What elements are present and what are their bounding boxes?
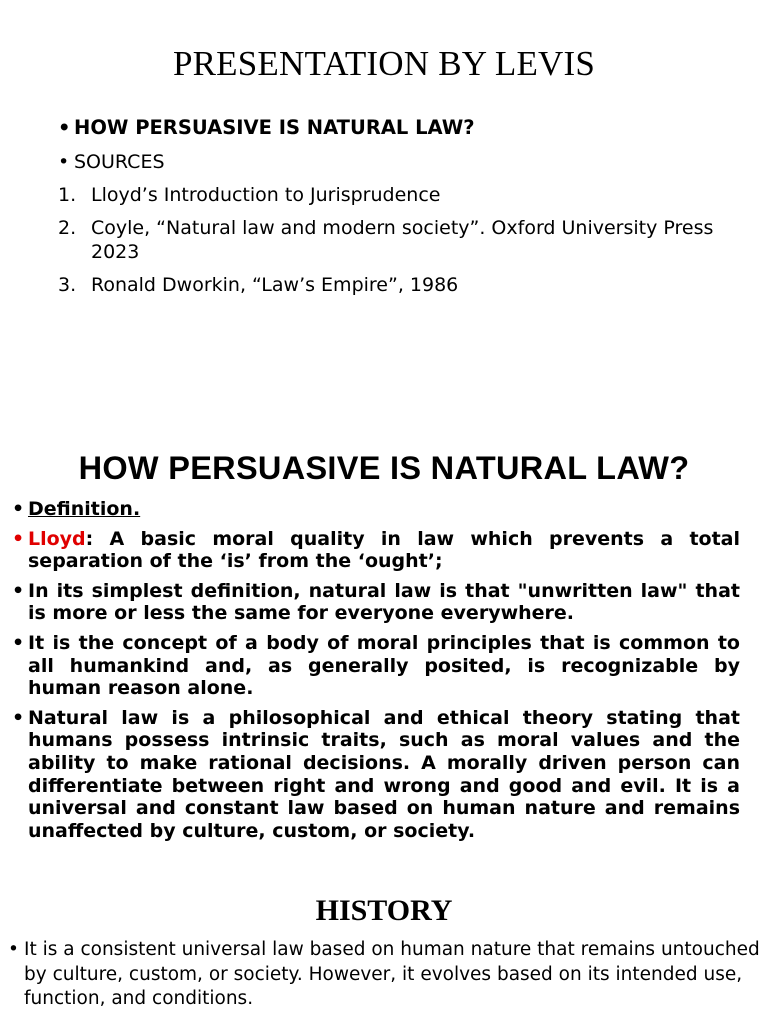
definition-item xyxy=(12,498,740,521)
slide-1-content xyxy=(58,116,718,306)
bullet-icon: • xyxy=(8,939,19,960)
sources-label-item xyxy=(58,150,718,174)
bullet-icon: • xyxy=(12,579,25,602)
source-text: Coyle, “Natural law and modern society”. Oxford University Press 2023 xyxy=(91,217,714,263)
slide-3-title: HISTORY xyxy=(315,894,453,927)
slide-2-content xyxy=(12,498,740,849)
point-text: It is a consistent universal law based on human nature that remains untouched by culture, custom, or society. However, it evolves based on its intended use, function, and conditions. xyxy=(24,939,760,1009)
source-number: 3. xyxy=(58,274,77,296)
point-text: It is the concept of a body of moral principles that is common to all humankind and, as generally posited, is recognizable by human reason alone. xyxy=(28,631,740,700)
slide-1-title: PRESENTATION BY LEVIS xyxy=(172,44,596,83)
point-item xyxy=(12,580,740,625)
source-text: Ronald Dworkin, “Law’s Empire”, 1986 xyxy=(91,274,459,296)
source-number: 1. xyxy=(58,184,77,206)
definition-label: Definition. xyxy=(28,498,141,520)
point-text: Natural law is a philosophical and ethical theory stating that humans possess intrinsic traits, such as moral values and the ability to make rational decisions. A morally driven person can differentiate between right and wrong and good and evil. It is a universal and constant law based on human nature and remains unaffected by culture, custom, or society. xyxy=(28,706,740,842)
slide-2 xyxy=(0,430,768,870)
bullet-icon: • xyxy=(12,498,25,520)
source-number: 2. xyxy=(58,217,77,239)
bullet-icon: • xyxy=(58,116,71,139)
slide-3-content xyxy=(8,938,764,1020)
lloyd-text: : A basic moral quality in law which prevents a total separation of the ‘is’ from the ‘ought’; xyxy=(28,527,740,573)
bullet-icon: • xyxy=(58,151,70,173)
lloyd-item xyxy=(12,528,740,573)
slide-2-title: HOW PERSUASIVE IS NATURAL LAW? xyxy=(78,450,690,486)
point-item xyxy=(8,938,764,1012)
slide-1 xyxy=(0,0,768,420)
point-item xyxy=(12,707,740,843)
source-text: Lloyd’s Introduction to Jurisprudence xyxy=(91,184,441,206)
point-item xyxy=(12,632,740,700)
bullet-icon: • xyxy=(12,706,25,729)
source-item xyxy=(58,183,718,207)
source-item xyxy=(58,216,718,264)
slide-3 xyxy=(0,880,768,1024)
bullet-icon: • xyxy=(12,631,25,654)
source-item xyxy=(58,273,718,297)
question-item xyxy=(58,116,718,140)
lloyd-label: Lloyd xyxy=(28,527,86,550)
question-text: HOW PERSUASIVE IS NATURAL LAW? xyxy=(74,116,475,139)
sources-label: SOURCES xyxy=(74,151,165,173)
point-text: In its simplest definition, natural law is that "unwritten law" that is more or less the same for everyone everywhere. xyxy=(28,579,740,625)
bullet-icon: • xyxy=(12,527,25,550)
